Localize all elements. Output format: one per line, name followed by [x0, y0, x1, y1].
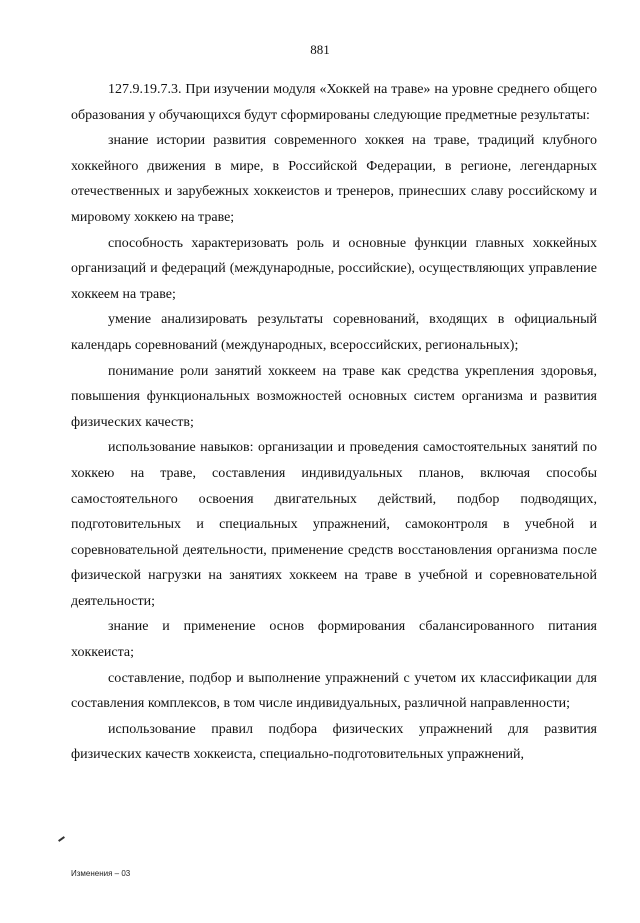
paragraph-history-knowledge: знание истории развития современного хоккея на траве, традиций клубного хоккейного движения в мире, в Российской Федерации, в регионе, легендарных отечественных и зарубежных хоккеистов и тренеров, принесших славу российскому и мировому хоккею на траве;	[71, 133, 597, 225]
paragraph-organizations: способность характеризовать роль и основные функции главных хоккейных организаций и федераций (международные, российские), осуществляющих управление хоккеем на траве;	[71, 235, 597, 302]
paragraph-health-role: понимание роли занятий хоккеем на траве как средства укрепления здоровья, повышения функциональных возможностей основных систем организма и развития физических качеств;	[71, 363, 597, 430]
scan-mark	[58, 836, 65, 842]
paragraph-exercise-selection: составление, подбор и выполнение упражнений с учетом их классификации для составления комплексов, в том числе индивидуальных, различной направленности;	[71, 670, 597, 712]
paragraph-exercise-rules: использование правил подбора физических упражнений для развития физических качеств хоккеиста, специально-подготовительных упражнений,	[71, 721, 597, 763]
paragraph-section-heading: 127.9.19.7.3. При изучении модуля «Хоккей на траве» на уровне среднего общего образования у обучающихся будут сформированы следующие предметные результаты:	[71, 82, 597, 123]
paragraph-competition-analysis: умение анализировать результаты соревнований, входящих в официальный календарь соревнований (международных, всероссийских, региональных);	[71, 312, 597, 353]
document-body	[71, 77, 597, 768]
footer-revision: Изменения – 03	[71, 869, 131, 878]
paragraph-skills-usage: использование навыков: организации и проведения самостоятельных занятий по хоккею на траве, составления индивидуальных планов, включая способы самостоятельного освоения двигательных действий, подбор подводящих, подготовительных и специальных упражнений, самоконтроля в учебной и соревновательной деятельности, применение средств восстановления организма после физической нагрузки на занятиях хоккеем на траве в учебной и соревновательной деятельности;	[71, 440, 597, 609]
paragraph-nutrition: знание и применение основ формирования сбалансированного питания хоккеиста;	[71, 619, 597, 661]
page-number: 881	[310, 42, 330, 57]
